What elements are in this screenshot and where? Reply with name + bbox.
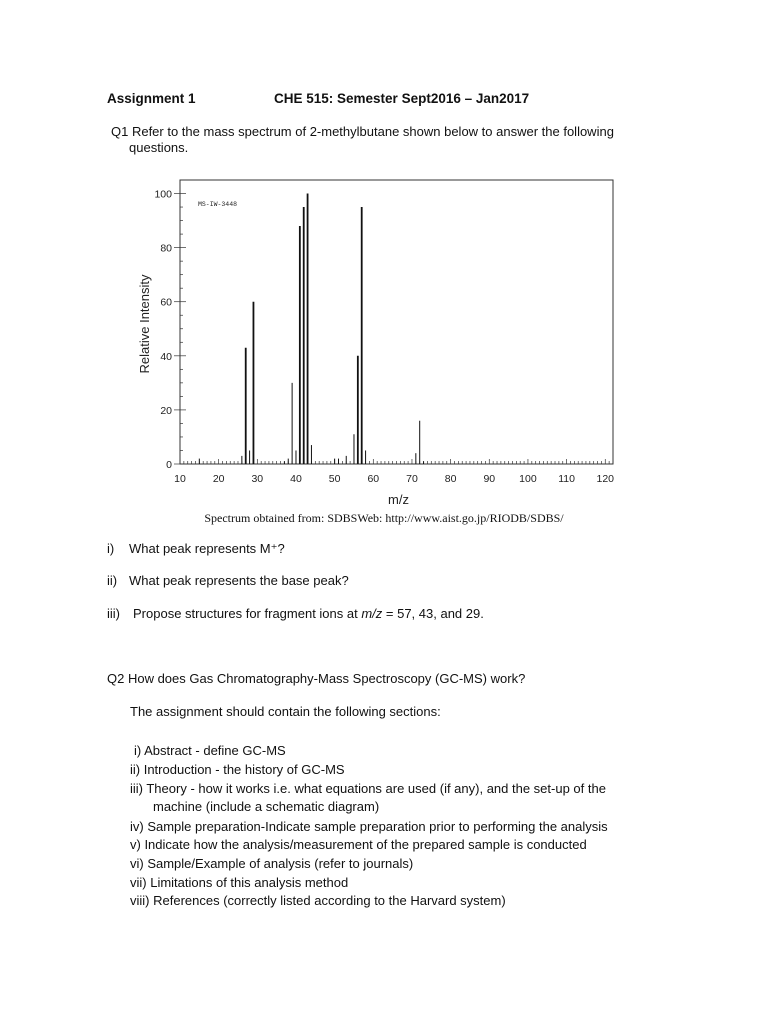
- q1-sub-text: [133, 606, 484, 621]
- q2-title: Q2 How does Gas Chromatography-Mass Spectroscopy (GC-MS) work?: [107, 671, 526, 686]
- mass-spectrum-chart: [130, 178, 620, 508]
- q1-sub-text: What peak represents M⁺?: [129, 541, 285, 556]
- section-item-theory: iii) Theory - how it works i.e. what equations are used (if any), and the set-up of the: [130, 781, 606, 796]
- q1-sub-number: i): [107, 541, 115, 556]
- q1-sub-text-post: = 57, 43, and 29.: [382, 606, 484, 621]
- y-tick-label: 60: [160, 296, 172, 309]
- x-tick-label: 60: [367, 473, 380, 485]
- section-item-theory-continued: machine (include a schematic diagram): [153, 799, 380, 814]
- q2-intro: The assignment should contain the following sections:: [130, 704, 441, 719]
- mz-italic: m/z: [361, 606, 383, 621]
- section-item-analysis: v) Indicate how the analysis/measurement of the prepared sample is conducted: [130, 837, 587, 852]
- x-tick-label: 100: [519, 473, 537, 485]
- x-tick-label: 40: [290, 473, 302, 485]
- y-tick-label: 80: [160, 242, 172, 255]
- x-tick-label: 70: [406, 473, 418, 485]
- section-item-sample-preparation: iv) Sample preparation-Indicate sample preparation prior to performing the analysis: [130, 819, 608, 834]
- section-item-abstract: i) Abstract - define GC-MS: [134, 743, 286, 758]
- x-axis-label: m/z: [388, 492, 409, 507]
- spectrum-caption: Spectrum obtained from: SDBSWeb: http://www.aist.go.jp/RIODB/SDBS/: [204, 511, 564, 525]
- section-item-limitations: vii) Limitations of this analysis method: [130, 875, 349, 890]
- spectrum-id-annotation: MS-IW-3448: [198, 201, 238, 208]
- x-tick-label: 120: [596, 473, 615, 485]
- x-tick-label: 80: [444, 473, 457, 485]
- section-item-introduction: ii) Introduction - the history of GC-MS: [130, 762, 345, 777]
- x-tick-label: 20: [212, 473, 225, 485]
- course-title: CHE 515: Semester Sept2016 – Jan2017: [274, 91, 530, 106]
- y-axis-label: Relative Intensity: [137, 274, 152, 374]
- y-tick-label: 0: [166, 459, 172, 471]
- q1-sub-number: ii): [107, 573, 118, 588]
- x-tick-label: 110: [558, 473, 575, 485]
- section-item-example: vi) Sample/Example of analysis (refer to journals): [130, 856, 414, 871]
- q1-prompt-line2: questions.: [129, 140, 189, 155]
- q1-prompt-line1: Q1 Refer to the mass spectrum of 2-methylbutane shown below to answer the following: [111, 124, 614, 139]
- section-item-references: viii) References (correctly listed according to the Harvard system): [130, 893, 506, 908]
- assignment-label: Assignment 1: [107, 91, 196, 106]
- y-tick-label: 100: [154, 188, 172, 201]
- q1-sub-number: iii): [107, 606, 120, 621]
- x-tick-label: 10: [174, 473, 186, 485]
- q1-sub-text: What peak represents the base peak?: [129, 573, 349, 588]
- q1-sub-text-pre: Propose structures for fragment ions at: [133, 606, 362, 621]
- y-tick-label: 20: [160, 404, 172, 417]
- y-tick-label: 40: [160, 350, 172, 363]
- x-tick-label: 50: [328, 473, 341, 485]
- x-tick-label: 90: [483, 473, 496, 485]
- x-tick-label: 30: [251, 473, 264, 485]
